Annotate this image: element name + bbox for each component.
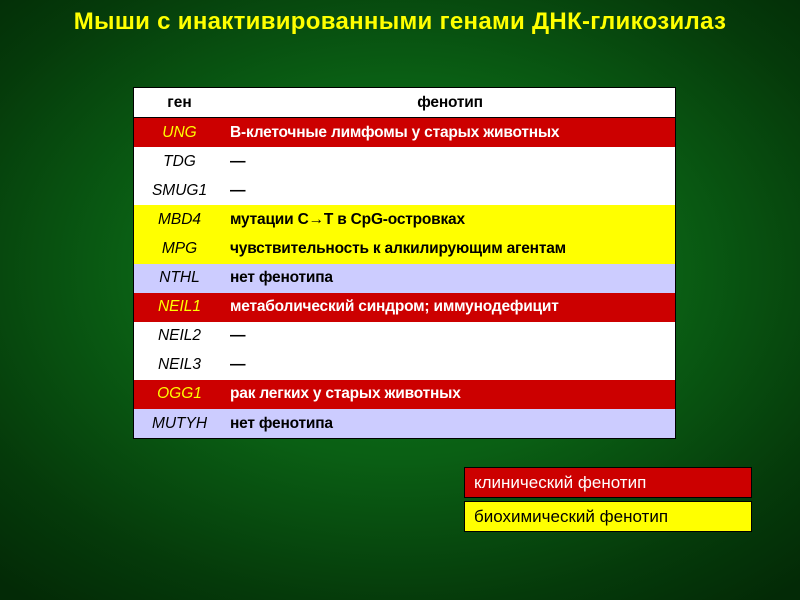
slide-title: Мыши с инактивированными генами ДНК-гликозилаз	[73, 8, 727, 35]
gene-cell: SMUG1	[134, 176, 226, 205]
header-gene: ген	[134, 88, 226, 118]
gene-cell: OGG1	[134, 380, 226, 409]
phenotype-cell: нет фенотипа	[225, 409, 676, 439]
table-row	[134, 264, 676, 293]
phenotype-cell: метаболический синдром; иммунодефицит	[225, 293, 676, 322]
table-row	[134, 118, 676, 148]
legend-clinical-phenotype: клинический фенотип	[464, 467, 752, 498]
table-row	[134, 234, 676, 263]
gene-cell: MPG	[134, 234, 226, 263]
gene-cell: NEIL2	[134, 322, 226, 351]
gene-cell: NEIL1	[134, 293, 226, 322]
gene-phenotype-table	[133, 87, 676, 439]
phenotype-cell: В-клеточные лимфомы у старых животных	[225, 118, 676, 148]
gene-cell: MUTYH	[134, 409, 226, 439]
gene-cell: NEIL3	[134, 351, 226, 380]
phenotype-cell: —	[225, 147, 676, 176]
gene-cell: UNG	[134, 118, 226, 148]
phenotype-cell: —	[225, 351, 676, 380]
phenotype-cell: —	[225, 176, 676, 205]
gene-cell: NTHL	[134, 264, 226, 293]
table-row	[134, 293, 676, 322]
table-row	[134, 147, 676, 176]
phenotype-cell: нет фенотипа	[225, 264, 676, 293]
phenotype-cell: рак легких у старых животных	[225, 380, 676, 409]
table-row	[134, 322, 676, 351]
header-phenotype: фенотип	[225, 88, 676, 118]
table-row	[134, 176, 676, 205]
table-row	[134, 380, 676, 409]
table-row	[134, 351, 676, 380]
table-row	[134, 205, 676, 234]
gene-cell: MBD4	[134, 205, 226, 234]
table-header-row	[134, 88, 676, 118]
table-row	[134, 409, 676, 439]
gene-cell: TDG	[134, 147, 226, 176]
phenotype-cell: мутации C→T в CpG-островках	[225, 205, 676, 234]
legend-biochemical-phenotype: биохимический фенотип	[464, 501, 752, 532]
phenotype-cell: чувствительность к алкилирующим агентам	[225, 234, 676, 263]
phenotype-cell: —	[225, 322, 676, 351]
